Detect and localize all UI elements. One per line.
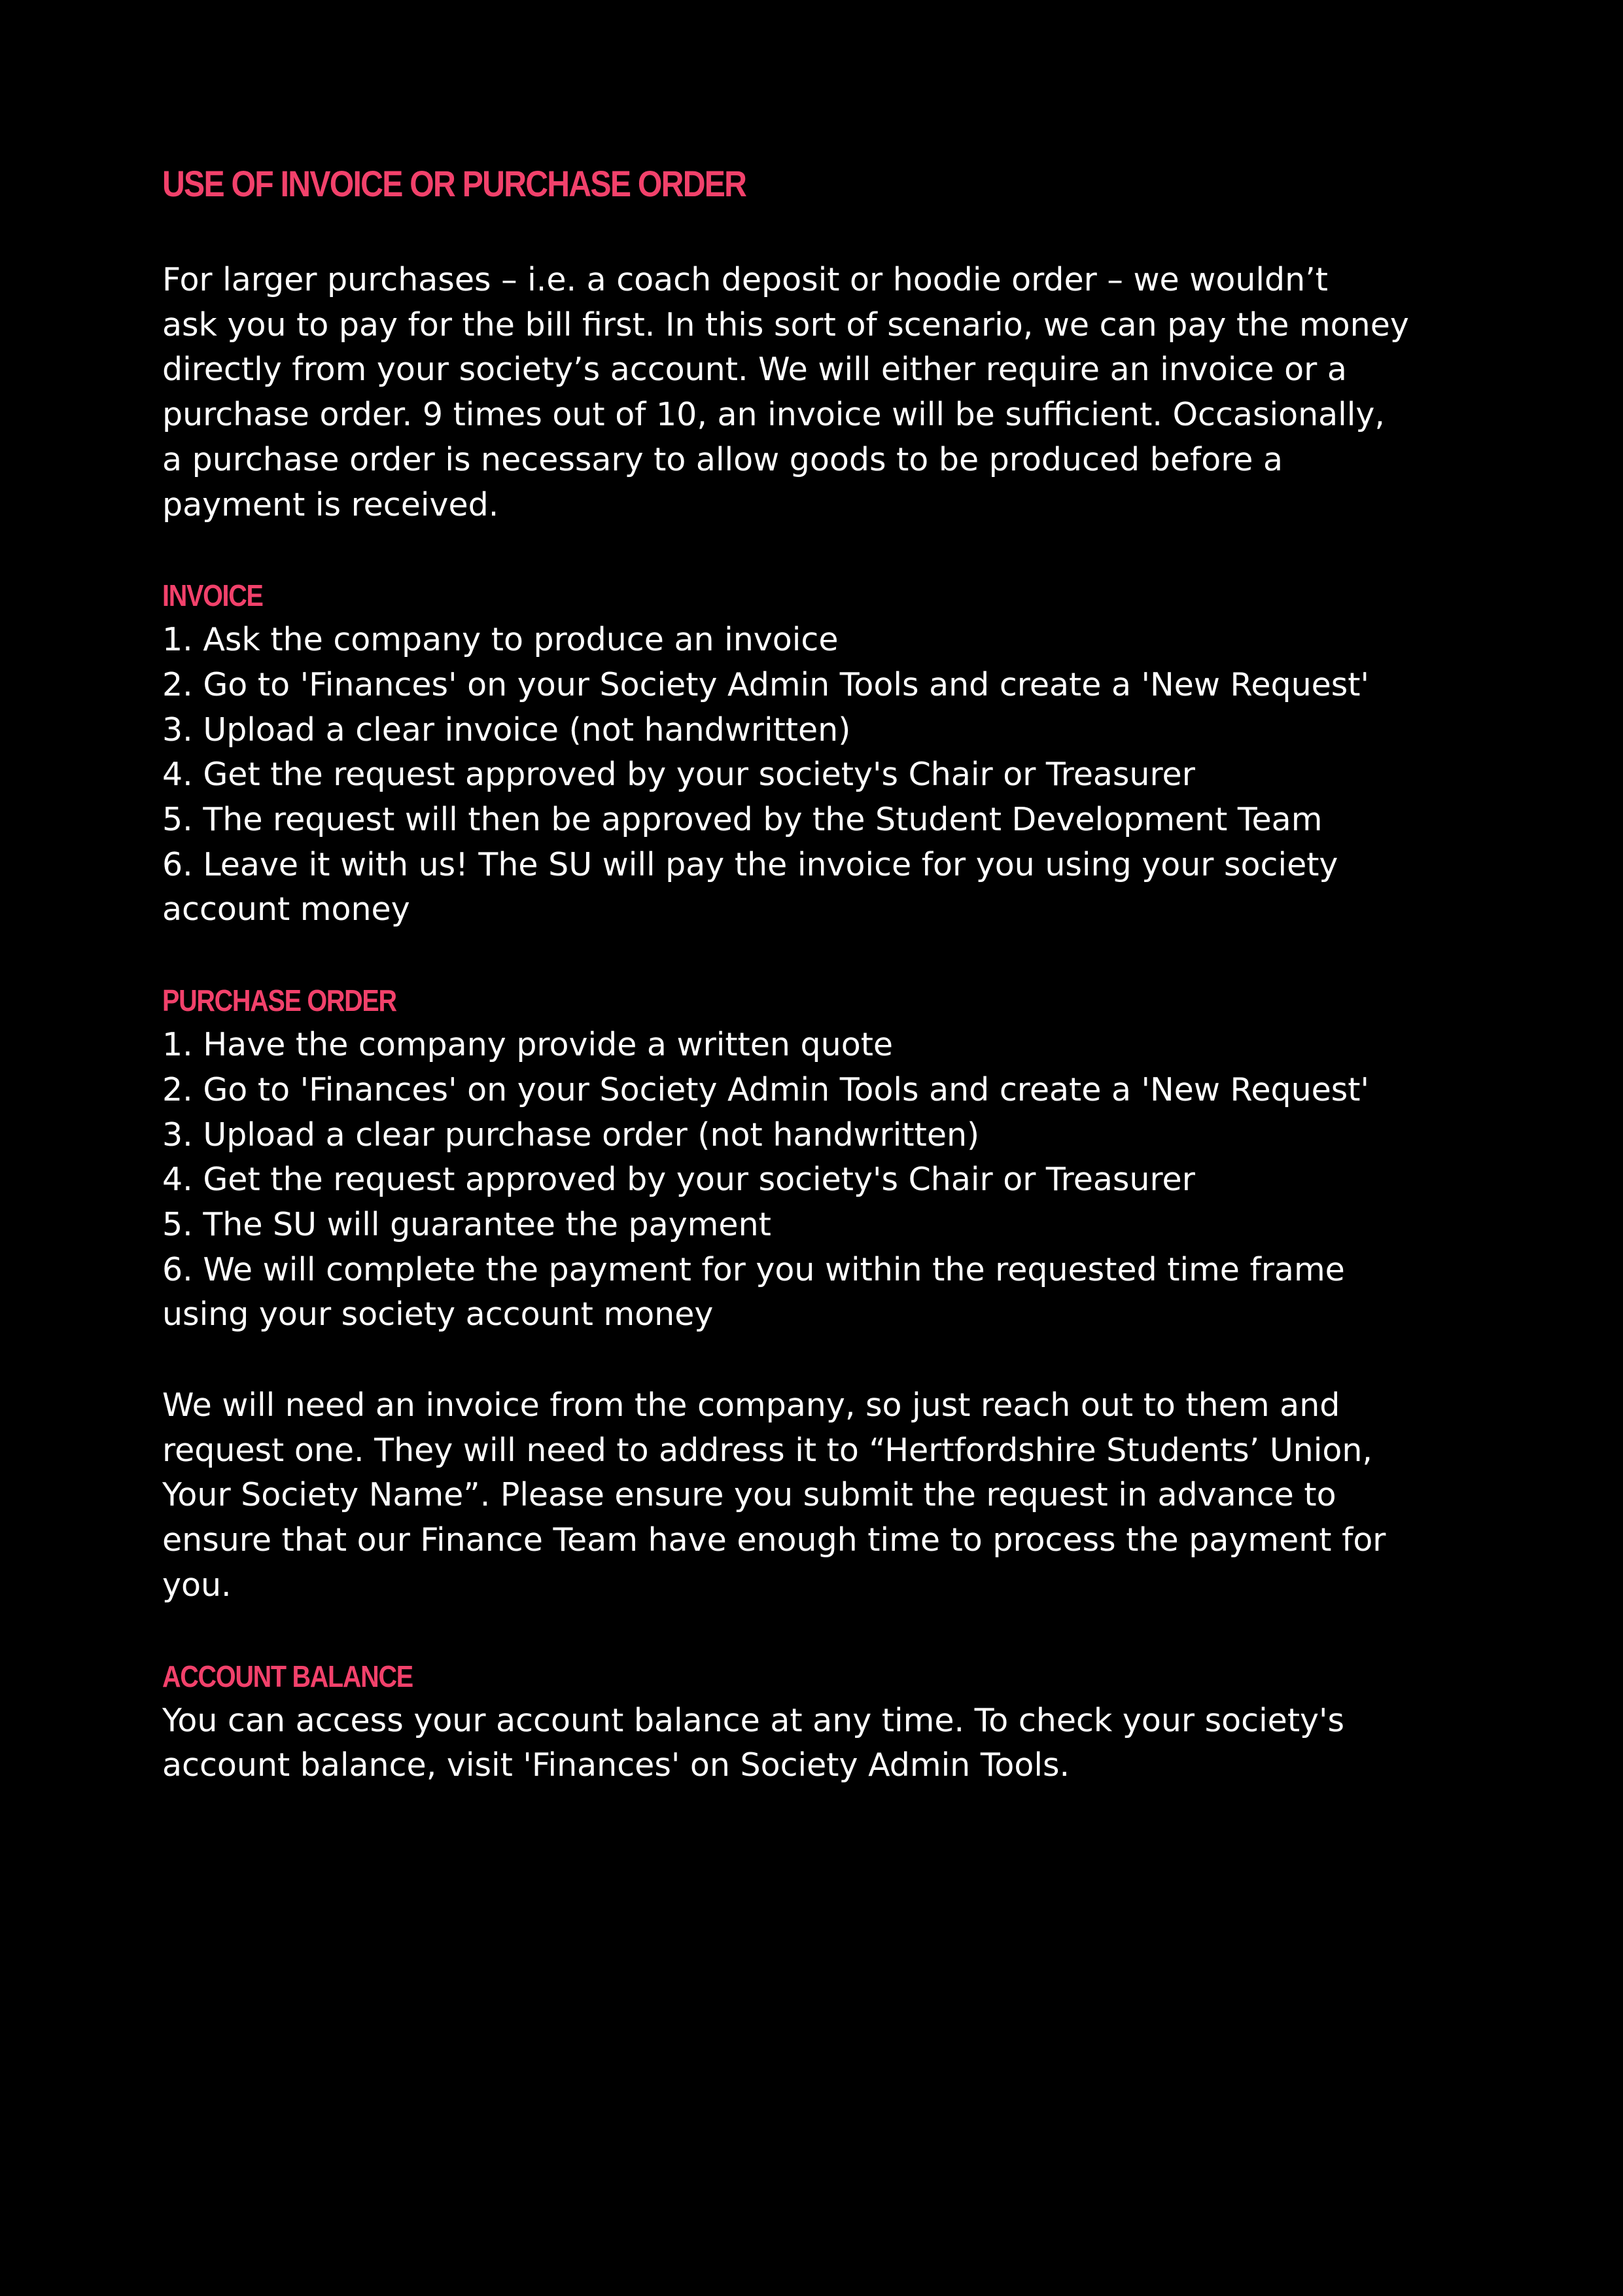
invoice-note-line: request one. They will need to address it to “Hertfordshire Students’ Union,	[162, 1431, 1372, 1469]
purchase-order-section	[162, 978, 1471, 1337]
purchase-order-step: 1. Have the company provide a written quote	[162, 1026, 894, 1064]
invoice-heading: INVOICE	[162, 578, 263, 613]
purchase-order-steps	[162, 1023, 1471, 1337]
invoice-step: 6. Leave it with us! The SU will pay the invoice for you using your society	[162, 845, 1338, 883]
invoice-note-line: Your Society Name”. Please ensure you submit the request in advance to	[162, 1476, 1336, 1514]
intro-paragraph	[162, 258, 1471, 527]
intro-line: ask you to pay for the bill first. In this sort of scenario, we can pay the money	[162, 306, 1409, 344]
invoice-step: 5. The request will then be approved by the Student Development Team	[162, 801, 1323, 839]
invoice-note-paragraph	[162, 1383, 1471, 1608]
account-balance-text	[162, 1699, 1471, 1788]
intro-line: payment is received.	[162, 486, 499, 523]
intro-line: For larger purchases – i.e. a coach deposit or hoodie order – we wouldn’t	[162, 261, 1328, 298]
purchase-order-step: 5. The SU will guarantee the payment	[162, 1205, 771, 1243]
purchase-order-step: using your society account money	[162, 1296, 714, 1333]
invoice-step: 2. Go to 'Finances' on your Society Admin Tools and create a 'New Request'	[162, 665, 1369, 703]
account-balance-line: You can access your account balance at any time. To check your society's	[162, 1701, 1345, 1739]
invoice-section	[162, 573, 1471, 932]
intro-line: directly from your society’s account. We will either require an invoice or a	[162, 351, 1347, 389]
account-balance-line: account balance, visit 'Finances' on Society Admin Tools.	[162, 1746, 1070, 1784]
purchase-order-step: 2. Go to 'Finances' on your Society Admin Tools and create a 'New Request'	[162, 1070, 1369, 1108]
purchase-order-step: 4. Get the request approved by your society's Chair or Treasurer	[162, 1161, 1195, 1199]
purchase-order-step: 6. We will complete the payment for you within the requested time frame	[162, 1250, 1345, 1288]
account-balance-section	[162, 1654, 1471, 1788]
invoice-step: 1. Ask the company to produce an invoice	[162, 621, 839, 659]
intro-line: purchase order. 9 times out of 10, an invoice will be sufficient. Occasionally,	[162, 396, 1385, 434]
page-title: USE OF INVOICE OR PURCHASE ORDER	[162, 163, 746, 204]
account-balance-heading: ACCOUNT BALANCE	[162, 1659, 413, 1693]
purchase-order-heading: PURCHASE ORDER	[162, 983, 396, 1018]
invoice-steps	[162, 618, 1471, 932]
intro-line: a purchase order is necessary to allow goods to be produced before a	[162, 440, 1283, 478]
invoice-step: 3. Upload a clear invoice (not handwritten)	[162, 711, 851, 749]
invoice-note-line: We will need an invoice from the company, so just reach out to them and	[162, 1386, 1340, 1424]
document-content	[162, 161, 1471, 1788]
purchase-order-step: 3. Upload a clear purchase order (not handwritten)	[162, 1116, 980, 1154]
invoice-note-line: you.	[162, 1566, 232, 1604]
invoice-step: account money	[162, 891, 410, 928]
invoice-note-line: ensure that our Finance Team have enough time to process the payment for	[162, 1521, 1386, 1559]
invoice-step: 4. Get the request approved by your society's Chair or Treasurer	[162, 756, 1195, 794]
